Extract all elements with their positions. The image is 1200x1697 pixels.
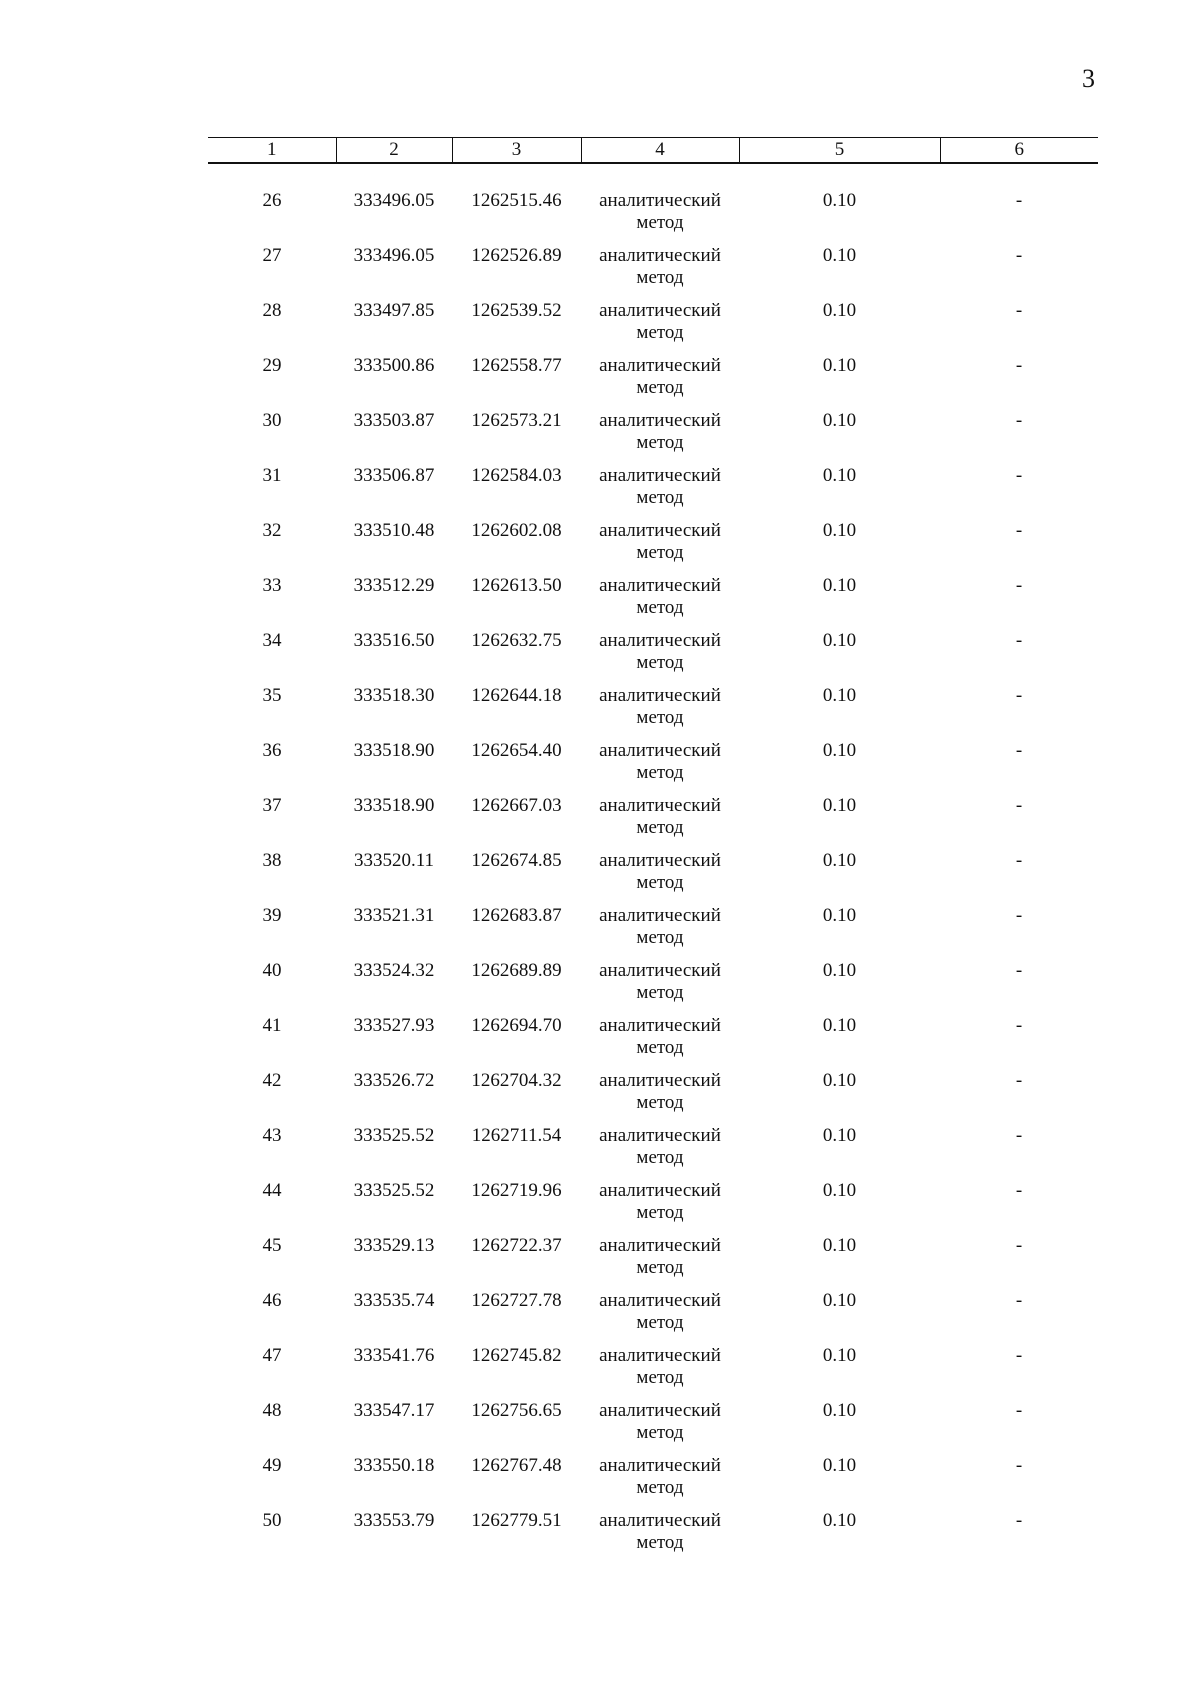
method-line-1: аналитический bbox=[599, 190, 721, 211]
accuracy-cell: 0.10 bbox=[822, 520, 857, 541]
coordinate-y-cell: 1262719.96 bbox=[471, 1180, 562, 1201]
method-cell bbox=[581, 355, 739, 410]
table-row bbox=[208, 630, 1098, 685]
note-cell: - bbox=[1015, 1070, 1023, 1091]
coordinate-y-cell: 1262767.48 bbox=[471, 1455, 562, 1476]
coordinate-x-cell: 333503.87 bbox=[353, 410, 435, 431]
method-cell bbox=[581, 300, 739, 355]
coordinate-x-cell: 333512.29 bbox=[353, 575, 435, 596]
method-line-2: метод bbox=[636, 982, 684, 1003]
method-line-1: аналитический bbox=[599, 300, 721, 321]
method-cell bbox=[581, 850, 739, 905]
accuracy-cell: 0.10 bbox=[822, 245, 857, 266]
point-number-cell: 48 bbox=[262, 1400, 282, 1421]
point-number-cell: 28 bbox=[262, 300, 282, 321]
note-cell: - bbox=[1015, 245, 1023, 266]
coordinate-y-cell: 1262745.82 bbox=[471, 1345, 562, 1366]
method-line-2: метод bbox=[636, 872, 684, 893]
note-cell: - bbox=[1015, 520, 1023, 541]
point-number-cell: 36 bbox=[262, 740, 282, 761]
coordinate-x-cell: 333525.52 bbox=[353, 1180, 435, 1201]
method-cell bbox=[581, 245, 739, 300]
coordinate-x-cell: 333516.50 bbox=[353, 630, 435, 651]
method-line-1: аналитический bbox=[599, 1015, 721, 1036]
note-cell: - bbox=[1015, 685, 1023, 706]
method-cell bbox=[581, 1180, 739, 1235]
note-cell: - bbox=[1015, 960, 1023, 981]
point-number-cell: 44 bbox=[262, 1180, 282, 1201]
method-line-1: аналитический bbox=[599, 355, 721, 376]
method-line-2: метод bbox=[636, 762, 684, 783]
method-line-1: аналитический bbox=[599, 630, 721, 651]
method-line-2: метод bbox=[636, 432, 684, 453]
method-cell bbox=[581, 1070, 739, 1125]
method-cell bbox=[581, 1235, 739, 1290]
table-row bbox=[208, 795, 1098, 850]
table-row bbox=[208, 685, 1098, 740]
coordinate-y-cell: 1262526.89 bbox=[471, 245, 562, 266]
accuracy-cell: 0.10 bbox=[822, 1290, 857, 1311]
point-number-cell: 33 bbox=[262, 575, 282, 596]
coordinate-x-cell: 333500.86 bbox=[353, 355, 435, 376]
coordinate-x-cell: 333550.18 bbox=[353, 1455, 435, 1476]
method-cell bbox=[581, 190, 739, 245]
method-line-2: метод bbox=[636, 1422, 684, 1443]
accuracy-cell: 0.10 bbox=[822, 300, 857, 321]
coordinate-x-cell: 333496.05 bbox=[353, 245, 435, 266]
accuracy-cell: 0.10 bbox=[822, 1400, 857, 1421]
table-row bbox=[208, 245, 1098, 300]
point-number-cell: 35 bbox=[262, 685, 282, 706]
method-line-2: метод bbox=[636, 1092, 684, 1113]
table-row bbox=[208, 520, 1098, 575]
point-number-cell: 45 bbox=[262, 1235, 282, 1256]
coordinate-x-cell: 333521.31 bbox=[353, 905, 435, 926]
method-cell bbox=[581, 630, 739, 685]
accuracy-cell: 0.10 bbox=[822, 575, 857, 596]
accuracy-cell: 0.10 bbox=[822, 905, 857, 926]
method-cell bbox=[581, 740, 739, 795]
point-number-cell: 49 bbox=[262, 1455, 282, 1476]
method-line-2: метод bbox=[636, 267, 684, 288]
coordinate-y-cell: 1262515.46 bbox=[471, 190, 562, 211]
method-line-1: аналитический bbox=[599, 245, 721, 266]
point-number-cell: 42 bbox=[262, 1070, 282, 1091]
method-cell bbox=[581, 465, 739, 520]
method-line-1: аналитический bbox=[599, 1510, 721, 1531]
note-cell: - bbox=[1015, 795, 1023, 816]
table-row bbox=[208, 1455, 1098, 1510]
coordinate-x-cell: 333529.13 bbox=[353, 1235, 435, 1256]
point-number-cell: 34 bbox=[262, 630, 282, 651]
accuracy-cell: 0.10 bbox=[822, 1070, 857, 1091]
coordinate-y-cell: 1262573.21 bbox=[471, 410, 562, 431]
note-cell: - bbox=[1015, 190, 1023, 211]
method-line-1: аналитический bbox=[599, 1455, 721, 1476]
method-cell bbox=[581, 1510, 739, 1565]
note-cell: - bbox=[1015, 850, 1023, 871]
coordinate-x-cell: 333506.87 bbox=[353, 465, 435, 486]
table-row bbox=[208, 1015, 1098, 1070]
method-line-2: метод bbox=[636, 1202, 684, 1223]
method-cell bbox=[581, 410, 739, 465]
coordinate-y-cell: 1262694.70 bbox=[471, 1015, 562, 1036]
point-number-cell: 37 bbox=[262, 795, 282, 816]
accuracy-cell: 0.10 bbox=[822, 1235, 857, 1256]
table-header-row bbox=[208, 138, 1098, 164]
method-line-2: метод bbox=[636, 1147, 684, 1168]
coordinate-x-cell: 333541.76 bbox=[353, 1345, 435, 1366]
method-line-1: аналитический bbox=[599, 1070, 721, 1091]
method-line-2: метод bbox=[636, 1257, 684, 1278]
point-number-cell: 41 bbox=[262, 1015, 282, 1036]
table-row bbox=[208, 1125, 1098, 1180]
coordinate-y-cell: 1262779.51 bbox=[471, 1510, 562, 1531]
coordinate-y-cell: 1262722.37 bbox=[471, 1235, 562, 1256]
point-number-cell: 30 bbox=[262, 410, 282, 431]
accuracy-cell: 0.10 bbox=[822, 630, 857, 651]
accuracy-cell: 0.10 bbox=[822, 465, 857, 486]
note-cell: - bbox=[1015, 410, 1023, 431]
accuracy-cell: 0.10 bbox=[822, 960, 857, 981]
table-row bbox=[208, 465, 1098, 520]
coordinate-y-cell: 1262602.08 bbox=[471, 520, 562, 541]
note-cell: - bbox=[1015, 300, 1023, 321]
accuracy-cell: 0.10 bbox=[822, 740, 857, 761]
method-line-2: метод bbox=[636, 817, 684, 838]
method-line-2: метод bbox=[636, 1312, 684, 1333]
accuracy-cell: 0.10 bbox=[822, 1455, 857, 1476]
coordinate-x-cell: 333547.17 bbox=[353, 1400, 435, 1421]
method-cell bbox=[581, 905, 739, 960]
coordinate-x-cell: 333527.93 bbox=[353, 1015, 435, 1036]
point-number-cell: 32 bbox=[262, 520, 282, 541]
table-row bbox=[208, 1510, 1098, 1565]
column-header: 1 bbox=[208, 138, 336, 164]
table-row bbox=[208, 1345, 1098, 1400]
table-row bbox=[208, 355, 1098, 410]
coordinate-x-cell: 333518.30 bbox=[353, 685, 435, 706]
point-number-cell: 47 bbox=[262, 1345, 282, 1366]
accuracy-cell: 0.10 bbox=[822, 1015, 857, 1036]
coordinates-table bbox=[208, 137, 1098, 1565]
method-line-1: аналитический bbox=[599, 1290, 721, 1311]
coordinate-y-cell: 1262683.87 bbox=[471, 905, 562, 926]
method-line-1: аналитический bbox=[599, 1400, 721, 1421]
method-line-1: аналитический bbox=[599, 520, 721, 541]
table-row bbox=[208, 1400, 1098, 1455]
table-row bbox=[208, 1180, 1098, 1235]
method-cell bbox=[581, 1290, 739, 1345]
column-header: 6 bbox=[940, 138, 1098, 164]
note-cell: - bbox=[1015, 575, 1023, 596]
coordinate-y-cell: 1262654.40 bbox=[471, 740, 562, 761]
method-line-2: метод bbox=[636, 1477, 684, 1498]
method-line-1: аналитический bbox=[599, 795, 721, 816]
coordinate-y-cell: 1262704.32 bbox=[471, 1070, 562, 1091]
accuracy-cell: 0.10 bbox=[822, 410, 857, 431]
method-cell bbox=[581, 1400, 739, 1455]
method-cell bbox=[581, 1015, 739, 1070]
coordinate-y-cell: 1262689.89 bbox=[471, 960, 562, 981]
note-cell: - bbox=[1015, 1455, 1023, 1476]
coordinate-x-cell: 333526.72 bbox=[353, 1070, 435, 1091]
method-line-1: аналитический bbox=[599, 1180, 721, 1201]
method-cell bbox=[581, 575, 739, 630]
coordinate-y-cell: 1262727.78 bbox=[471, 1290, 562, 1311]
coordinate-x-cell: 333518.90 bbox=[353, 740, 435, 761]
method-line-2: метод bbox=[636, 212, 684, 233]
column-header: 5 bbox=[739, 138, 940, 164]
table-row bbox=[208, 1070, 1098, 1125]
method-cell bbox=[581, 685, 739, 740]
method-cell bbox=[581, 1455, 739, 1510]
note-cell: - bbox=[1015, 465, 1023, 486]
table-row bbox=[208, 190, 1098, 245]
accuracy-cell: 0.10 bbox=[822, 190, 857, 211]
coordinate-x-cell: 333535.74 bbox=[353, 1290, 435, 1311]
point-number-cell: 26 bbox=[262, 190, 282, 211]
method-line-1: аналитический bbox=[599, 685, 721, 706]
accuracy-cell: 0.10 bbox=[822, 795, 857, 816]
accuracy-cell: 0.10 bbox=[822, 1345, 857, 1366]
note-cell: - bbox=[1015, 1290, 1023, 1311]
method-line-2: метод bbox=[636, 487, 684, 508]
method-cell bbox=[581, 795, 739, 850]
method-line-2: метод bbox=[636, 707, 684, 728]
column-header: 3 bbox=[452, 138, 581, 164]
method-cell bbox=[581, 1125, 739, 1180]
accuracy-cell: 0.10 bbox=[822, 1510, 857, 1531]
point-number-cell: 38 bbox=[262, 850, 282, 871]
method-cell bbox=[581, 520, 739, 575]
coordinate-x-cell: 333520.11 bbox=[353, 850, 435, 871]
method-line-2: метод bbox=[636, 927, 684, 948]
table-row bbox=[208, 410, 1098, 465]
coordinate-y-cell: 1262539.52 bbox=[471, 300, 562, 321]
table-row bbox=[208, 905, 1098, 960]
table-row bbox=[208, 740, 1098, 795]
method-line-1: аналитический bbox=[599, 905, 721, 926]
point-number-cell: 46 bbox=[262, 1290, 282, 1311]
table-row bbox=[208, 300, 1098, 355]
point-number-cell: 50 bbox=[262, 1510, 282, 1531]
note-cell: - bbox=[1015, 1015, 1023, 1036]
method-line-2: метод bbox=[636, 322, 684, 343]
table-row bbox=[208, 1290, 1098, 1345]
method-line-1: аналитический bbox=[599, 410, 721, 431]
table-row bbox=[208, 575, 1098, 630]
method-line-1: аналитический bbox=[599, 1345, 721, 1366]
page-number: 3 bbox=[1082, 64, 1095, 93]
coordinate-x-cell: 333524.32 bbox=[353, 960, 435, 981]
coordinate-y-cell: 1262558.77 bbox=[471, 355, 562, 376]
coordinate-y-cell: 1262674.85 bbox=[471, 850, 562, 871]
point-number-cell: 27 bbox=[262, 245, 282, 266]
point-number-cell: 29 bbox=[262, 355, 282, 376]
note-cell: - bbox=[1015, 1510, 1023, 1531]
method-line-2: метод bbox=[636, 652, 684, 673]
note-cell: - bbox=[1015, 1400, 1023, 1421]
coordinate-x-cell: 333497.85 bbox=[353, 300, 435, 321]
accuracy-cell: 0.10 bbox=[822, 850, 857, 871]
coordinate-x-cell: 333496.05 bbox=[353, 190, 435, 211]
method-line-2: метод bbox=[636, 377, 684, 398]
note-cell: - bbox=[1015, 1125, 1023, 1146]
method-line-2: метод bbox=[636, 1532, 684, 1553]
coordinate-y-cell: 1262667.03 bbox=[471, 795, 562, 816]
point-number-cell: 40 bbox=[262, 960, 282, 981]
point-number-cell: 31 bbox=[262, 465, 282, 486]
column-header: 4 bbox=[581, 138, 739, 164]
accuracy-cell: 0.10 bbox=[822, 355, 857, 376]
method-line-1: аналитический bbox=[599, 1235, 721, 1256]
table-row bbox=[208, 850, 1098, 905]
note-cell: - bbox=[1015, 355, 1023, 376]
method-line-1: аналитический bbox=[599, 740, 721, 761]
coordinate-y-cell: 1262584.03 bbox=[471, 465, 562, 486]
coordinate-x-cell: 333553.79 bbox=[353, 1510, 435, 1531]
note-cell: - bbox=[1015, 740, 1023, 761]
method-line-1: аналитический bbox=[599, 850, 721, 871]
method-line-1: аналитический bbox=[599, 960, 721, 981]
note-cell: - bbox=[1015, 630, 1023, 651]
accuracy-cell: 0.10 bbox=[822, 1180, 857, 1201]
note-cell: - bbox=[1015, 1345, 1023, 1366]
column-header: 2 bbox=[336, 138, 452, 164]
coordinate-x-cell: 333525.52 bbox=[353, 1125, 435, 1146]
table-row bbox=[208, 960, 1098, 1015]
coordinate-y-cell: 1262644.18 bbox=[471, 685, 562, 706]
note-cell: - bbox=[1015, 905, 1023, 926]
method-line-1: аналитический bbox=[599, 465, 721, 486]
coordinate-y-cell: 1262632.75 bbox=[471, 630, 562, 651]
method-line-2: метод bbox=[636, 542, 684, 563]
note-cell: - bbox=[1015, 1180, 1023, 1201]
point-number-cell: 43 bbox=[262, 1125, 282, 1146]
method-line-2: метод bbox=[636, 597, 684, 618]
accuracy-cell: 0.10 bbox=[822, 1125, 857, 1146]
method-cell bbox=[581, 1345, 739, 1400]
point-number-cell: 39 bbox=[262, 905, 282, 926]
coordinate-x-cell: 333510.48 bbox=[353, 520, 435, 541]
note-cell: - bbox=[1015, 1235, 1023, 1256]
method-line-1: аналитический bbox=[599, 1125, 721, 1146]
coordinate-x-cell: 333518.90 bbox=[353, 795, 435, 816]
method-line-1: аналитический bbox=[599, 575, 721, 596]
coordinate-y-cell: 1262711.54 bbox=[471, 1125, 562, 1146]
table-row bbox=[208, 1235, 1098, 1290]
coordinate-y-cell: 1262756.65 bbox=[471, 1400, 562, 1421]
coordinate-y-cell: 1262613.50 bbox=[471, 575, 562, 596]
method-cell bbox=[581, 960, 739, 1015]
table-spacer bbox=[208, 163, 1098, 190]
accuracy-cell: 0.10 bbox=[822, 685, 857, 706]
method-line-2: метод bbox=[636, 1037, 684, 1058]
method-line-2: метод bbox=[636, 1367, 684, 1388]
